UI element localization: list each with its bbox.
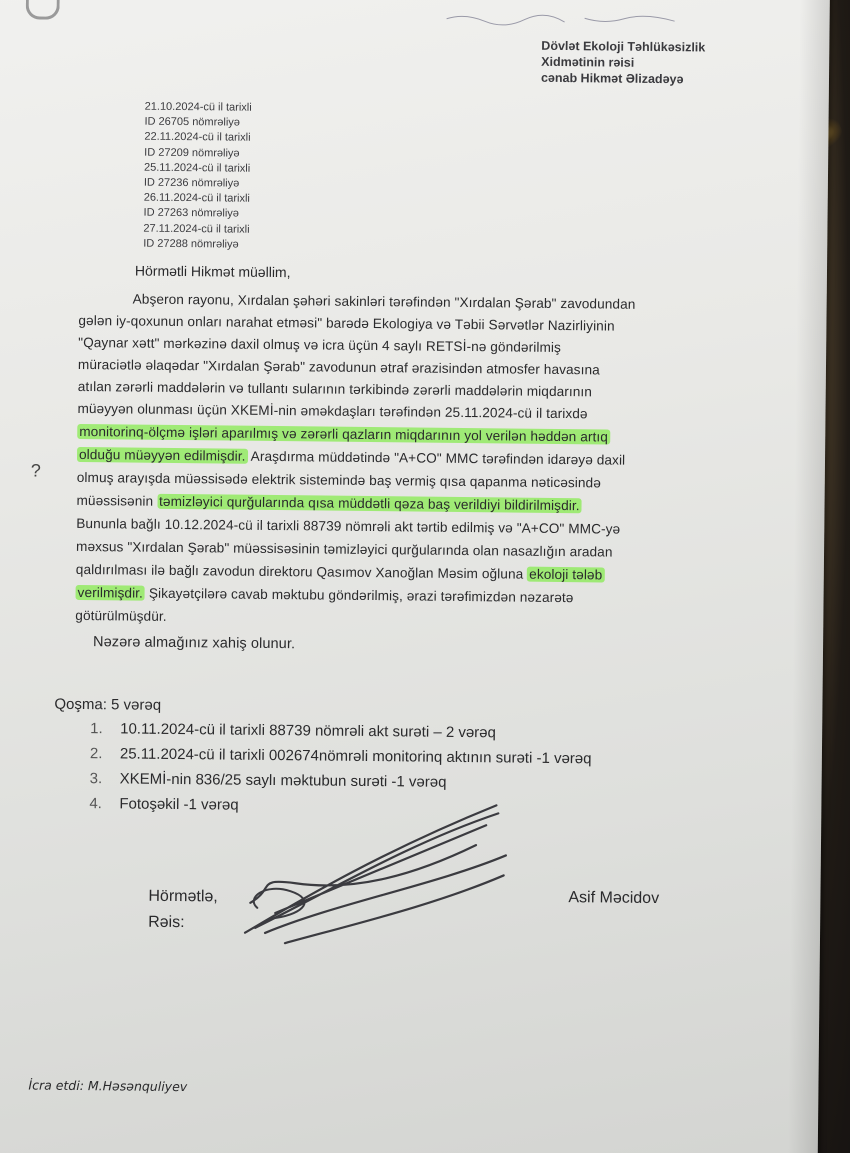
closing-request: Nəzərə almağınız xahiş olunur. bbox=[92, 634, 296, 653]
highlight-mark: monitorinq-ölçmə işləri aparılmış və zərərli qazların miqdarının yol verilən həddən artıq bbox=[79, 423, 609, 445]
reference-line: 26.11.2024-cü il tarixli bbox=[143, 191, 250, 205]
attachment-number: 1. bbox=[90, 720, 103, 738]
reference-line: ID 27263 nömrəliyə bbox=[143, 207, 240, 221]
reference-line: ID 27209 nömrəliyə bbox=[144, 146, 240, 160]
attachment-item bbox=[90, 745, 592, 767]
reference-line: 21.10.2024-cü il tarixli bbox=[144, 100, 252, 114]
body-line: atılan zərərli maddələrin və tullantı sularının tərkibində zərərli maddələrin miqdarının bbox=[77, 378, 593, 400]
highlight-mark: təmizləyici qurğularında qısa müddətli qəza baş verildiyi bildirilmişdir. bbox=[159, 493, 580, 514]
highlight-mark: verilmişdir. bbox=[77, 584, 144, 601]
attachment-text: 10.11.2024-cü il tarixli 88739 nömrəli akt surəti – 2 vərəq bbox=[120, 720, 496, 742]
body-line: götürülmüşdür. bbox=[75, 607, 167, 624]
reference-line: 25.11.2024-cü il tarixli bbox=[143, 161, 251, 175]
body-line bbox=[76, 562, 605, 583]
reference-line: ID 27288 nömrəliyə bbox=[143, 237, 239, 251]
body-text: müəssisənin bbox=[76, 492, 158, 509]
body-line: Abşeron rayonu, Xırdalan şəhəri sakinləri tərəfindən "Xırdalan Şərab" zavodundan bbox=[132, 291, 636, 312]
faint-handwriting bbox=[445, 9, 695, 32]
margin-question-mark: ? bbox=[30, 460, 41, 481]
reference-line: ID 26705 nömrəliyə bbox=[144, 115, 240, 129]
body-line: müəyyən olunması üçün XKEMİ-nin əməkdaşları tərəfindən 25.11.2024-cü il tarixdə bbox=[77, 400, 588, 422]
reference-line: 27.11.2024-cü il tarixli bbox=[143, 222, 250, 236]
body-text: qaldırılması ilə bağlı zavodun direktoru Qasımov Xanoğlan Məsim oğluna bbox=[75, 561, 528, 582]
attachments-title: Qoşma: 5 vərəq bbox=[54, 695, 162, 714]
attachment-text: XKEMİ-nin 836/25 saylı məktubun surəti -1 vərəq bbox=[119, 770, 447, 791]
attachment-number: 3. bbox=[89, 770, 103, 788]
body-line: Bununla bağlı 10.12.2024-cü il tarixli 88739 nömrəli akt tərtib edilmiş və "A+CO" MMC-yə bbox=[76, 515, 621, 537]
attachment-text: 25.11.2024-cü il tarixli 002674nömrəli monitorinq aktının surəti -1 vərəq bbox=[119, 745, 592, 768]
highlight-mark: olduğu müəyyən edilmişdir. bbox=[78, 446, 246, 464]
body-line: gələn iy-qoxunun onları narahat etməsi" barədə Ekologiya və Təbii Sərvətlər Nazirliyinin bbox=[78, 312, 615, 334]
body-line bbox=[76, 493, 581, 513]
body-line bbox=[76, 585, 574, 605]
reference-line: 22.11.2024-cü il tarixli bbox=[144, 131, 251, 145]
body-text: Araşdırma müddətində "A+CO" MMC tərəfindən idarəyə daxil bbox=[247, 448, 626, 468]
closing-title: Rəis: bbox=[148, 913, 185, 932]
closing-salutation: Hörmətlə, bbox=[148, 887, 218, 906]
attachment-number: 2. bbox=[89, 745, 103, 763]
closing-block bbox=[148, 884, 218, 937]
body-line: olmuş arayışda müəssisədə elektrik sistemində baş vermiş qısa qapanma nəticəsində bbox=[76, 469, 602, 491]
body-line: "Qaynar xətt" mərkəzinə daxil olmuş və icra üçün 4 saylı RETSİ-nə göndərilmiş bbox=[78, 334, 562, 355]
reference-line: ID 27236 nömrəliyə bbox=[143, 176, 240, 190]
signer-name: Asif Məcidov bbox=[568, 889, 660, 908]
body-line bbox=[77, 447, 625, 468]
addressee-line: cənab Hikmət Əlizadəyə bbox=[540, 70, 684, 87]
addressee-line: Dövlət Ekoloji Təhlükəsizlik bbox=[541, 38, 706, 55]
attachment-text: Fotoşəkil -1 vərəq bbox=[119, 795, 239, 814]
body-line: müraciətlə əlaqədar "Xırdalan Şərab" zavodunun ətraf ərazisindən atmosfer havasına bbox=[77, 356, 600, 378]
addressee-line: Xidmətinin rəisi bbox=[541, 54, 635, 70]
executor-line: İcra etdi: M.Həsənquliyev bbox=[28, 1077, 188, 1095]
highlight-mark: ekoloji tələb bbox=[529, 566, 603, 583]
addressee-block bbox=[541, 38, 705, 88]
body-line-highlighted bbox=[77, 424, 610, 445]
reference-list bbox=[143, 100, 252, 253]
attachment-item bbox=[89, 795, 238, 814]
greeting: Hörmətli Hikmət müəllim, bbox=[134, 262, 291, 281]
handwritten-signature bbox=[235, 783, 527, 966]
body-text: Şikayətçilərə cavab məktubu göndərilmiş, ərazi tərəfimizdən nəzarətə bbox=[144, 585, 574, 606]
attachment-item bbox=[90, 720, 496, 741]
body-line: məxsus "Xırdalan Şərab" müəssisəsinin təmizləyici qurğularında olan nasazlığın aradan bbox=[75, 538, 613, 560]
attachment-number: 4. bbox=[89, 795, 102, 813]
paper-clip bbox=[26, 0, 60, 20]
